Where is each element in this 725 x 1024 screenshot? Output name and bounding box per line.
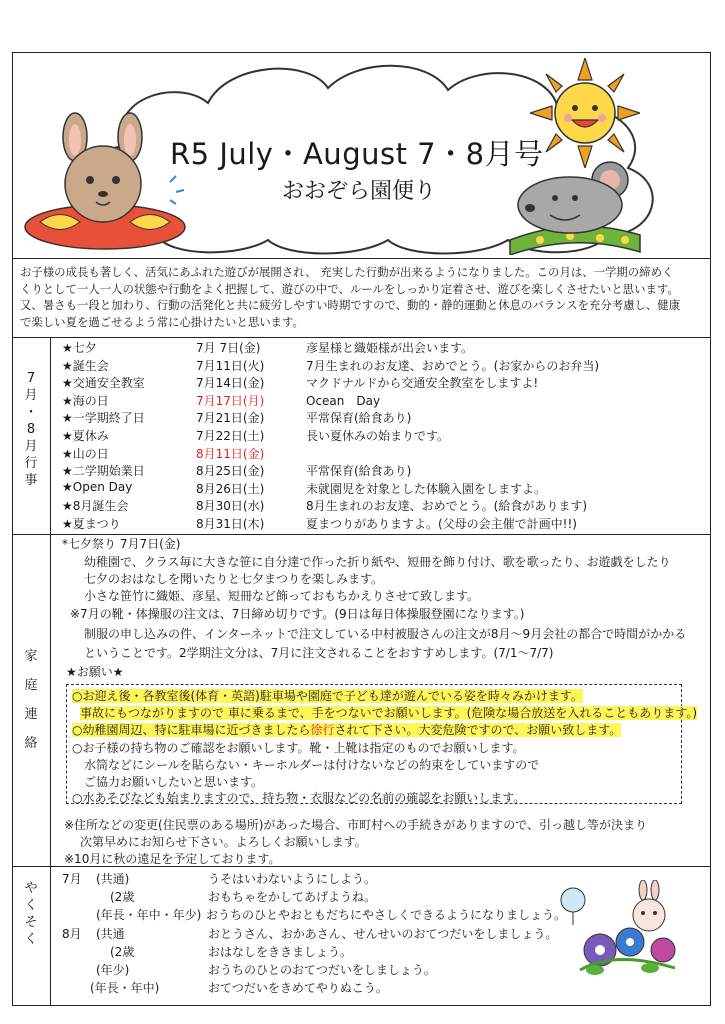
promise-group: (年長・年中) [90,981,160,996]
footer-note: ※住所などの変更(住民票のある場所)があった場合、市町村への手続きがありますので、引っ越し等が決まり [64,818,648,832]
event-name: ★一学期終了日 [62,411,145,426]
event-description: 彦星様と織姫様が出会います。 [306,341,474,355]
divider-events [12,534,711,535]
tanabata-line: 小さな笹竹に織姫、彦星、短冊など飾っておもちかえりさせて致します。 [84,589,480,603]
side-column-divider [50,337,51,1006]
event-description: 8月生まれのお友達、おめでとう。(給食があります) [306,499,588,514]
event-date: 8月30日(水) [196,499,265,514]
tanabata-line: 七夕のおはなしを聞いたりと七夕まつりを楽しみます。 [84,572,384,586]
event-date: 8月31日(木) [196,517,265,531]
event-description: 未就園児を対象とした体験入園をしますよ。 [306,481,547,496]
event-date: 7月17日(月) [196,393,265,408]
request-line: 水筒などにシールを貼らない・キーホルダーは付けないなどの約束をしていますので [84,758,540,772]
intro-line: くりとして一人一人の状態や行動をよく把握して、遊びの中で、ルールをしっかり定着させ、遊びを楽しくさせたいと思います。 [20,281,679,296]
request-heading: ★お願い★ [66,665,124,679]
footer-note: 次第早めにお知らせ下さい。よろしくお願いします。 [80,835,367,849]
divider-intro [12,337,711,338]
promise-group: (共通) [96,872,130,886]
intro-line: お子様の成長も著しく、活気にあふれた遊びが展開され、 充実した行動が出来るようになりました。この月は、一学期の締めく [20,265,674,279]
request-line: 事故にもつながりますので 車に乗るまで、手をつないでお願いします。(危険な場合放送を入れることもあります。) [80,706,698,720]
event-name: ★夏まつり [62,517,121,531]
home-side-label: 家 庭 連 絡 [24,649,38,751]
event-description: 平常保育(給食あり) [306,411,412,426]
uniform-line: ※7月の靴・体操服の注文は、7日締め切りです。(9日は毎日体操服登園になります。) [70,607,525,621]
request-line: ○お子様の持ち物のご確認をお願いします。靴・上靴は指定のものでお願いします。 [72,741,525,755]
promise-month: 7月 [62,872,82,886]
event-name: ★8月誕生会 [62,499,129,514]
event-name: ★交通安全教室 [62,376,145,391]
footer-note: ※10月に秋の遠足を予定しております。 [64,852,281,866]
event-date: 8月26日(土) [196,481,265,496]
event-date: 7月14日(金) [196,376,265,391]
uniform-line: ということです。2学期注文分は、7月に注文されることをおすすめします。(7/1～7/7) [84,646,554,660]
morning-glory-rabbit-icon [555,880,685,980]
event-date: 7月21日(金) [196,411,265,426]
intro-line: 又、暑さも一段と加わり、行動の活発化と共に疲労しやすい時期ですので、動的・静的運動と休息のバランスを充分考慮し、健康 [20,298,681,312]
promise-month: 8月 [62,926,82,941]
rabbit-float-icon [20,112,190,252]
promise-group: (共通 [96,926,125,941]
mouse-mat-icon [500,160,650,255]
promise-text: おうちのひとやおともだちにやさしくできるようになりましょう。 [206,908,567,923]
event-date: 7月22日(土) [196,429,265,443]
slow-down-word: 徐行 [310,723,335,737]
promise-text: おてつだいをきめてやりぬこう。 [208,981,388,996]
event-description: 夏まつりがありますよ。(父母の会主催で計画中!!) [306,517,577,531]
request-line: ご協力お願いしたいと思います。 [84,775,264,789]
uniform-line: 制服の申し込みの件、インターネットで注文している中村被服さんの注文が8月～9月会社の都合で時間がかかる [84,627,687,641]
event-date: 7月 7日(金) [196,341,261,355]
promise-group: (年長・年中・年少) [96,908,202,923]
event-name: ★Open Day [62,479,133,494]
tanabata-line: 幼稚園で、クラス毎に大きな笹に自分達で作った折り紙や、短冊を飾り付け、歌を歌ったり、お遊戯をしたり [84,555,671,569]
request-line-slow-down: ○幼稚園周辺、特に駐車場に近づきましたら徐行されて下さい。大変危険ですので、お願い致します。 [72,723,622,737]
promise-text: おとうさん、おかあさん、せんせいのおてつだいをしましょう。 [208,926,558,941]
event-date: 7月11日(火) [196,358,265,373]
event-name: ★誕生会 [62,358,109,373]
promise-group: (年少) [96,963,130,977]
promise-text: おもちゃをかしてあげようね。 [208,890,377,905]
promise-group: (2歳 [110,944,135,959]
event-name: ★海の日 [62,393,109,408]
intro-paragraph [20,264,710,330]
event-description: 平常保育(給食あり) [306,464,412,479]
event-description: 7月生まれのお友達、おめでとう。(お家からのお弁当) [306,358,600,373]
event-name: ★夏休み [62,429,109,443]
promise-group: (2歳 [110,890,135,905]
promise-text: おはなしをききましょう。 [208,944,353,959]
request-line: ○水あそびなども始まりますので、持ち物・衣服などの名前の確認をお願いします。 [72,791,526,805]
event-date: 8月25日(金) [196,464,265,479]
sun-icon [530,58,640,168]
request-line: ○お迎え後・各教室後(体育・英語)駐車場や園庭で子ども達が遊んでいる姿を時々みかけます。 [72,689,583,703]
events-side-label: 7 月 ・ 8 月 行 事 [24,371,38,488]
tanabata-heading: *七夕祭り 7月7日(金) [62,537,181,551]
promise-side-label: や く そ く [24,881,38,947]
promise-text: おうちのひとのおてつだいをしましょう。 [208,963,436,977]
event-description: Ocean Day [306,393,381,408]
intro-line: で楽しい夏を過ごせるよう常に心掛けたいと思います。 [20,314,304,329]
event-description: マクドナルドから交通安全教室をしますよ! [306,376,539,391]
newsletter-title: R5 July・August 7・8月号 [170,137,544,171]
promise-text: うそはいわないようにしよう。 [208,872,377,886]
event-description: 長い夏休みの始まりです。 [306,429,450,443]
event-name: ★七夕 [62,341,97,355]
event-name: ★二学期始業日 [62,464,145,479]
event-name: ★山の日 [62,446,109,461]
newsletter-subtitle: おおぞら園便り [282,179,437,204]
divider-header [12,258,711,259]
event-date: 8月11日(金) [196,446,265,461]
